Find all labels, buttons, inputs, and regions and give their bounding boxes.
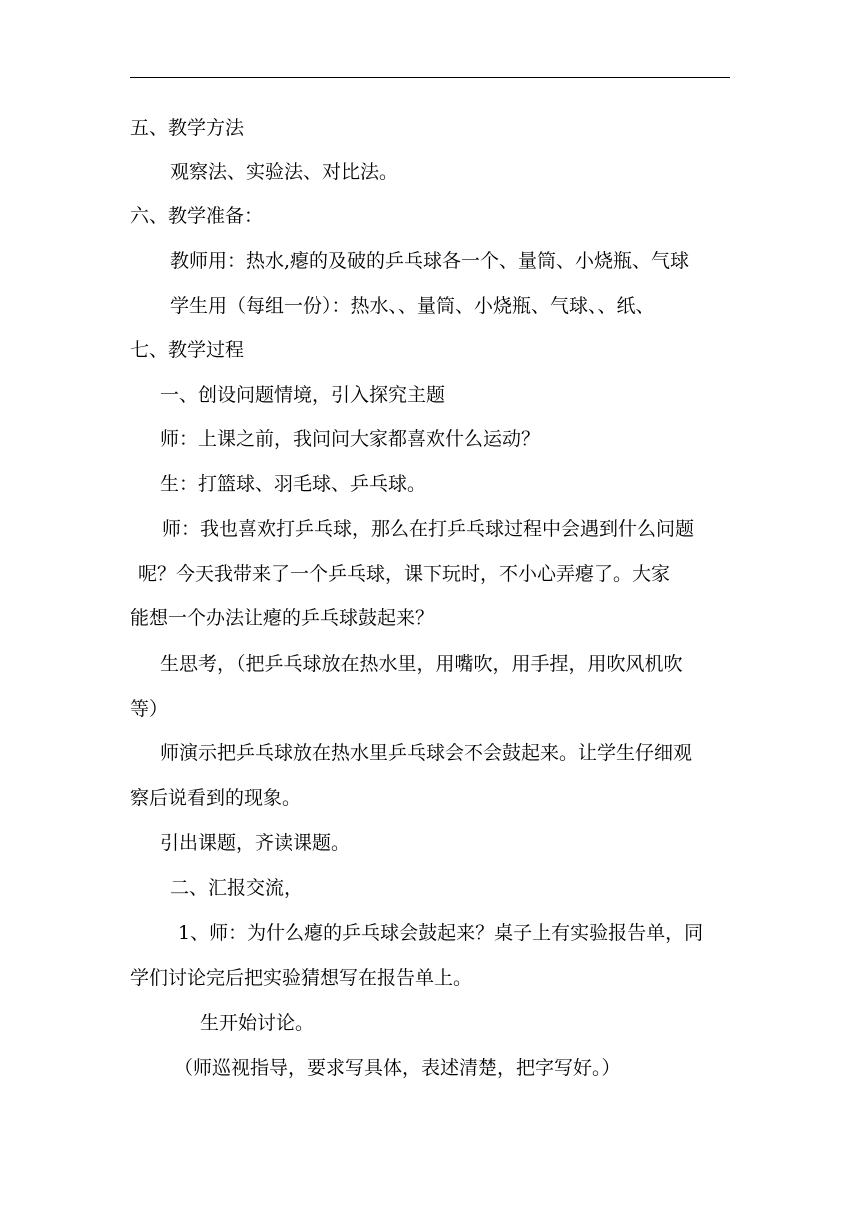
subheading-line: 一、创设问题情境，引入探究主题 <box>160 384 446 406</box>
paragraph-line: 生开始讨论。 <box>200 1012 315 1034</box>
paragraph-line: 师演示把乒乓球放在热水里乒乓球会不会鼓起来。让学生仔细观 <box>160 742 693 764</box>
heading-teaching-process: 七、教学过程 <box>130 339 245 361</box>
heading-teaching-preparation: 六、教学准备： <box>130 205 264 227</box>
subheading-line: 二、汇报交流， <box>170 877 304 899</box>
paragraph-line: 学们讨论完后把实验猜想写在报告单上。 <box>130 967 473 989</box>
paragraph-line: 1、师：为什么瘪的乒乓球会鼓起来？桌子上有实验报告单，同 <box>178 922 704 944</box>
paragraph-line: 生：打篮球、羽毛球、乒乓球。 <box>160 473 427 495</box>
paragraph-line: 引出课题，齐读课题。 <box>160 832 351 854</box>
header-rule <box>130 77 730 78</box>
paragraph-line: 师：上课之前，我问问大家都喜欢什么运动？ <box>160 428 541 450</box>
paragraph-line: 师：我也喜欢打乒乓球，那么在打乒乓球过程中会遇到什么问题 <box>162 518 695 540</box>
paragraph-line: 等） <box>130 698 169 720</box>
paragraph-line: 学生用（每组一份）：热水、、量筒、小烧瓶、气球、、纸、 <box>170 295 655 317</box>
paragraph-line: 教师用：热水,瘪的及破的乒乓球各一个、量筒、小烧瓶、气球 <box>170 250 690 272</box>
heading-teaching-methods: 五、教学方法 <box>130 117 245 139</box>
paragraph-line: 生思考，（把乒乓球放在热水里，用嘴吹，用手捏，用吹风机吹 <box>160 653 683 675</box>
paragraph-line: 察后说看到的现象。 <box>130 787 302 809</box>
paragraph-line: 呢？今天我带来了一个乒乓球，课下玩时，不小心弄瘪了。大家 <box>138 563 671 585</box>
paragraph-line: 能想一个办法让瘪的乒乓球鼓起来？ <box>130 607 435 629</box>
paragraph-line: 观察法、实验法、对比法。 <box>170 161 399 183</box>
paragraph-line: （师巡视指导，要求写具体，表述清楚，把字写好。） <box>174 1057 621 1079</box>
